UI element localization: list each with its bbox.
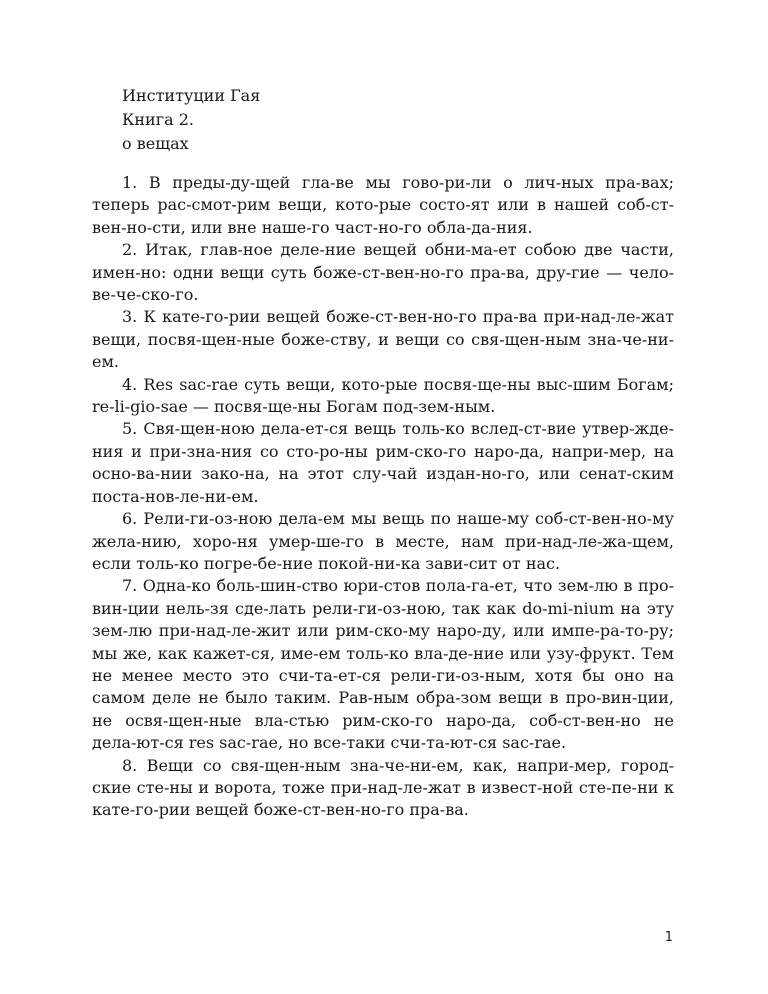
- paragraph: 6. Рели-ги-оз-ною дела-ем мы вещь по наше-му соб-ст-вен-но-му жела-нию, хоро-ня умер-ше-го в месте, нам при-над-ле-жа-щем, если толь-ко погре-бе-ние покой-ни-ка зави-сит от нас.: [92, 509, 674, 573]
- page-number: 1: [664, 930, 673, 945]
- paragraph: 5. Свя-щен-ною дела-ет-ся вещь толь-ко вслед-ст-вие утвер-жде-ния и при-зна-ния со сто-ро-ны рим-ско-го наро-да, напри-мер, на осно-ва-нии зако-на, на этот слу-чай издан-но-го, или сенат-ским поста-нов-ле-ни-ем.: [92, 419, 674, 506]
- paragraph: 7. Одна-ко боль-шин-ство юри-стов пола-га-ет, что зем-лю в про-вин-ции нель-зя сде-лать рели-ги-оз-ною, так как do-mi-nium на эту зем-лю при-над-ле-жит или рим-ско-му наро-ду, или импе-ра-то-ру; мы же, как кажет-ся, име-ем толь-ко вла-де-ние или узу-фрукт. Тем не менее место это счи-та-ет-ся рели-ги-оз-ным, хотя бы оно на самом деле не было таким. Рав-ным обра-зом вещи в про-вин-ции, не освя-щен-ные вла-стью рим-ско-го наро-да, соб-ст-вен-но не дела-ют-ся res sac-rae, но все-таки счи-та-ют-ся sac-rae.: [92, 576, 674, 753]
- paragraph: 2. Итак, глав-ное деле-ние вещей обни-ма-ет собою две части, имен-но: одни вещи суть боже-ст-вен-но-го пра-ва, дру-гие — чело-ве-че-ско-го.: [92, 240, 674, 305]
- paragraph: 3. К кате-го-рии вещей боже-ст-вен-но-го пра-ва при-над-ле-жат вещи, посвя-щен-ные боже-ству, и вещи со свя-щен-ным зна-че-ни-ем.: [92, 307, 674, 372]
- body-text: [92, 172, 674, 822]
- paragraph: 8. Вещи со свя-щен-ным зна-че-ни-ем, как, напри-мер, город-ские сте-ны и ворота, тоже при-над-ле-жат в извест-ной сте-пе-ни к кате-го-рии вещей боже-ст-вен-но-го пра-ва.: [92, 755, 674, 820]
- paragraph: 1. В преды-ду-щей гла-ве мы гово-ри-ли о лич-ных пра-вах; теперь рас-смот-рим вещи, кото-рые состо-ят или в нашей соб-ст-вен-но-сти, или вне наше-го част-но-го обла-да-ния.: [92, 173, 674, 237]
- document-subtitle: о вещах: [122, 134, 189, 153]
- book-label: Книга 2.: [122, 110, 194, 129]
- paragraph: 4. Res sac-rae суть вещи, кото-рые посвя-ще-ны выс-шим Богам; re-li-gio-sae — посвя-ще-ны Богам под-зем-ным.: [92, 374, 674, 417]
- title-block: [122, 84, 260, 156]
- document-title: Институции Гая: [122, 86, 261, 105]
